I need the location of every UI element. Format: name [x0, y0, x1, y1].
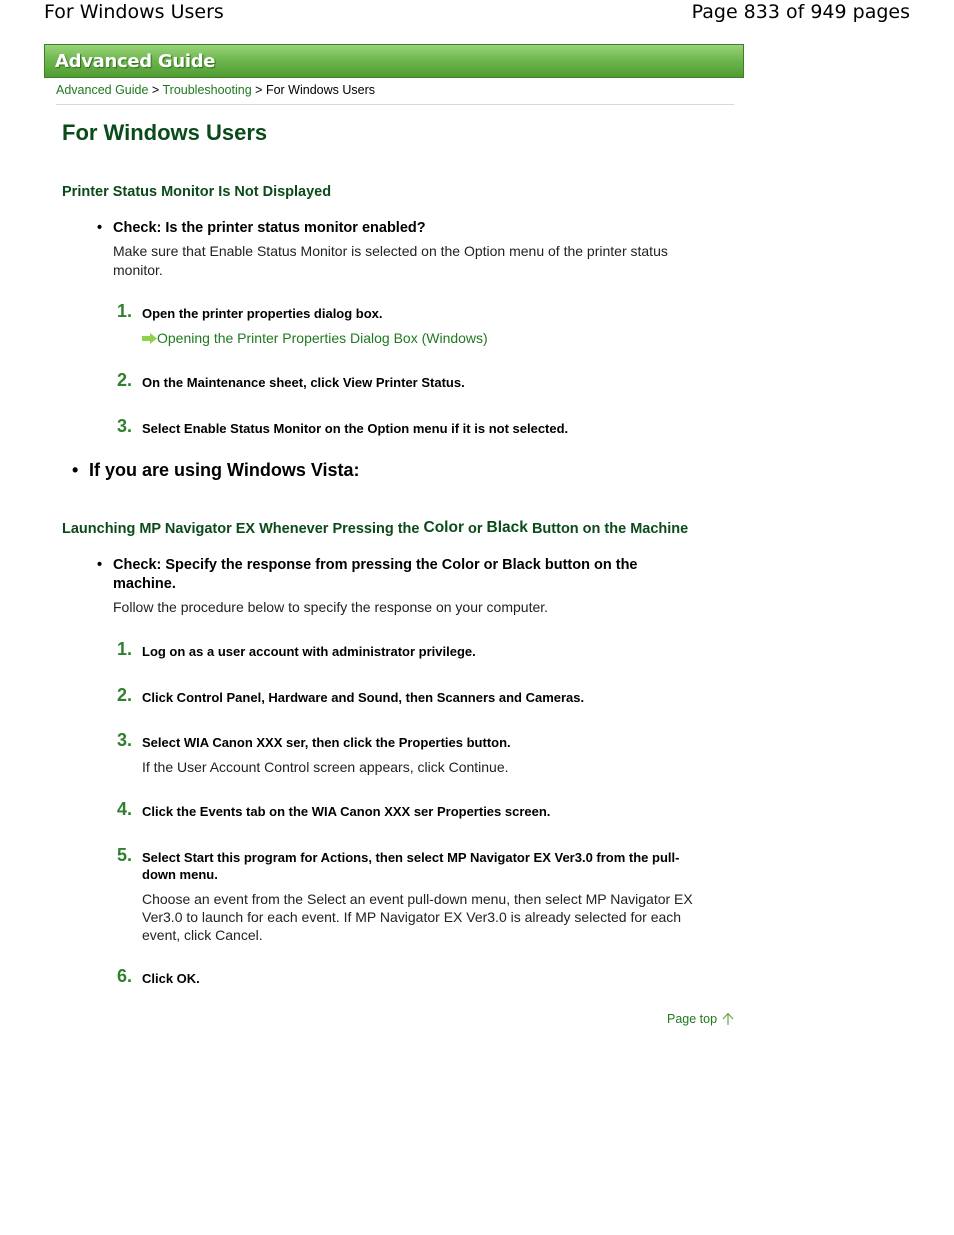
step-number: 1. [117, 301, 133, 321]
vista-bullet [72, 460, 360, 481]
page-title: For Windows Users [62, 120, 268, 145]
breadcrumb [56, 83, 375, 97]
page-top-label[interactable]: Page top [667, 1012, 718, 1026]
step-number: 3. [117, 416, 133, 436]
step-number: 2. [117, 370, 133, 390]
breadcrumb-divider [56, 104, 734, 105]
breadcrumb-troubleshooting-link[interactable]: Troubleshooting [162, 83, 252, 97]
heading-text: Button on the Machine [531, 521, 689, 537]
bullet-dot: • [72, 460, 79, 480]
heading-or-word: or [468, 521, 483, 537]
bullet-dot: • [97, 220, 103, 236]
check-bullet [97, 220, 426, 236]
advanced-guide-banner [44, 44, 744, 78]
arrow-right-icon [142, 333, 157, 344]
section-heading-launching-mp-navigator [62, 520, 688, 538]
step-text: Select Start this program for Actions, then select MP Navigator EX Ver3.0 from the pull-down menu. [142, 850, 680, 882]
section-heading-status-monitor: Printer Status Monitor Is Not Displayed [62, 184, 332, 200]
heading-text: Launching MP Navigator EX Whenever Pressing the [62, 521, 420, 537]
page-top-link[interactable] [667, 1012, 734, 1026]
step-number: 5. [117, 845, 133, 865]
check-bullet [97, 556, 693, 594]
link-text[interactable]: Opening the Printer Properties Dialog Box (Windows) [157, 330, 488, 346]
heading-black-word: Black [486, 519, 528, 536]
banner-label: Advanced Guide [55, 51, 216, 72]
page-indicator: Page 833 of 949 pages [691, 1, 910, 23]
step-number: 4. [117, 799, 133, 819]
heading-color-word: Color [423, 519, 464, 536]
breadcrumb-separator: > [151, 83, 160, 97]
step-number: 3. [117, 730, 133, 750]
step-text: Click Control Panel, Hardware and Sound, then Scanners and Cameras. [142, 690, 585, 705]
bullet-dot: • [97, 557, 103, 573]
printer-properties-link[interactable] [142, 330, 488, 346]
step-text: Click OK. [142, 971, 200, 986]
step-text: Click the Events tab on the WIA Canon XXX ser Properties screen. [142, 804, 551, 819]
breadcrumb-current: For Windows Users [265, 83, 375, 97]
section2-description: Follow the procedure below to specify the response on your computer. [113, 599, 549, 615]
section1-description: Make sure that Enable Status Monitor is selected on the Option menu of the printer status monitor. [113, 243, 668, 278]
step-text: Select Enable Status Monitor on the Option menu if it is not selected. [142, 421, 569, 436]
breadcrumb-advanced-guide-link[interactable]: Advanced Guide [56, 83, 149, 97]
step-text: On the Maintenance sheet, click View Printer Status. [142, 375, 465, 390]
breadcrumb-separator: > [255, 83, 263, 97]
step-text: Open the printer properties dialog box. [142, 306, 383, 321]
document-title: For Windows Users [44, 1, 224, 23]
step-number: 6. [117, 966, 133, 986]
check-text: Check: Is the printer status monitor enabled? [113, 220, 426, 236]
step-text: Select WIA Canon XXX ser, then click the Properties button. [142, 735, 511, 750]
check-text: Check: Specify the response from pressing the Color or Black button on the machine. [113, 557, 638, 592]
step-note: If the User Account Control screen appears, click Continue. [142, 759, 509, 775]
arrow-up-icon [722, 1012, 734, 1025]
step-note: Choose an event from the Select an event pull-down menu, then select MP Navigator EX Ver3.0 to launch for each event. If MP Navigator EX Ver3.0 is already selected for each event, click Cancel. [142, 891, 693, 943]
step-text: Log on as a user account with administrator privilege. [142, 644, 476, 659]
vista-text: If you are using Windows Vista: [89, 460, 360, 480]
step-number: 2. [117, 685, 133, 705]
step-number: 1. [117, 639, 133, 659]
